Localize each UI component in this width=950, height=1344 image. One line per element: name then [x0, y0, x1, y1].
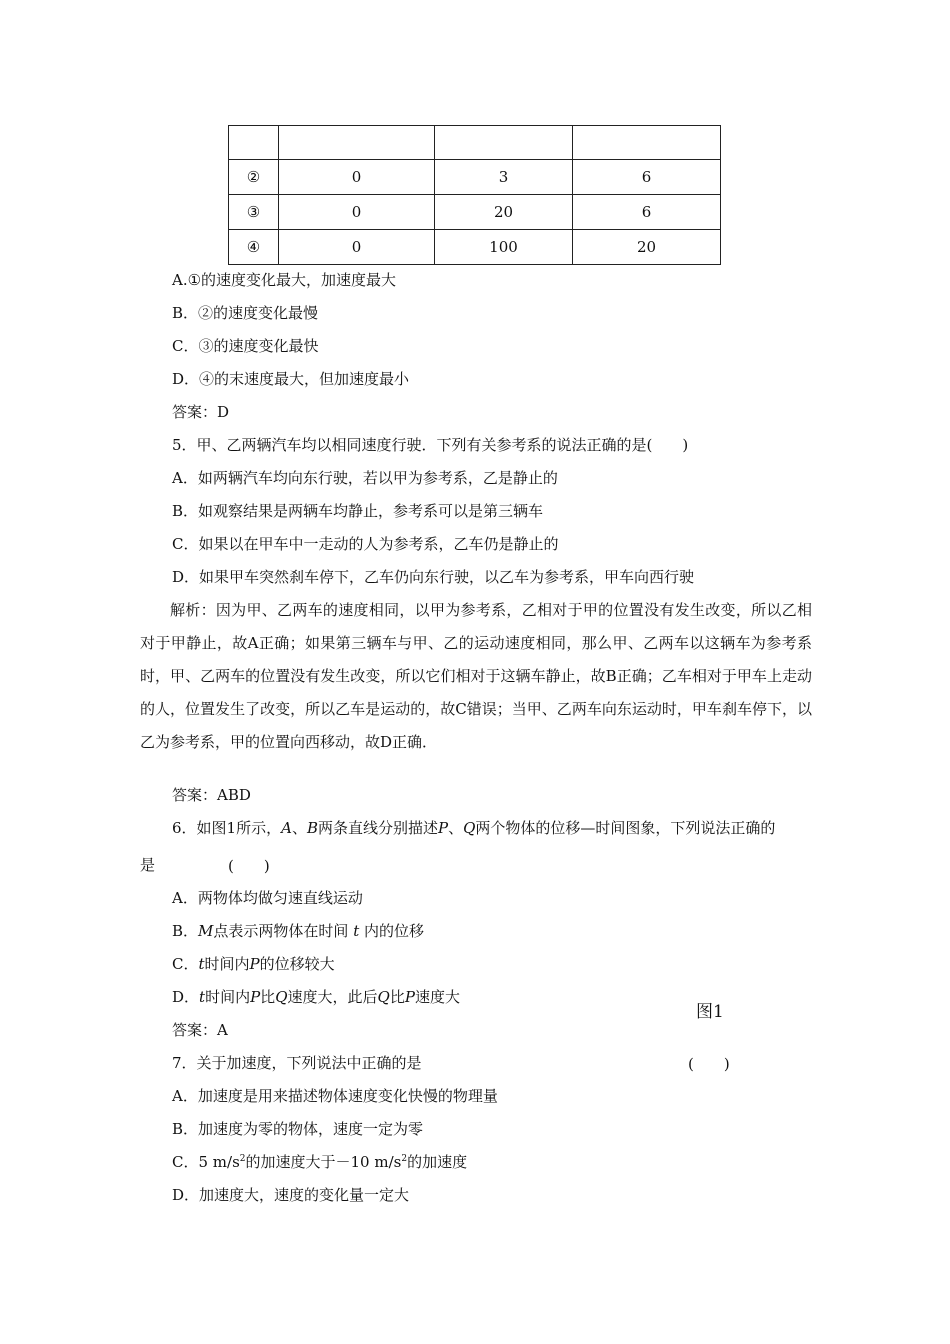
q6-var-t: t	[199, 988, 206, 1006]
table-cell: 20	[435, 195, 573, 230]
q7-exponent: 2	[239, 1154, 246, 1164]
table-cell	[435, 126, 573, 160]
q5-option-d: D．如果甲车突然刹车停下，乙车仍向东行驶，以乙车为参考系，甲车向西行驶	[172, 568, 695, 586]
q6-var-a: A	[281, 819, 292, 837]
q6-var-b: B	[306, 819, 318, 837]
table-cell: 0	[279, 195, 435, 230]
table-cell: 3	[435, 160, 573, 195]
q6-var-t: t	[353, 922, 360, 940]
q6-stem-part: 两个物体的位移—时间图象，下列说法正确的	[475, 819, 776, 837]
table-row	[229, 126, 721, 160]
q6-var-p: P	[250, 988, 261, 1006]
q6-var-q: Q	[377, 988, 390, 1006]
table-cell: 6	[573, 195, 721, 230]
q5-stem: 5．甲、乙两辆汽车均以相同速度行驶．下列有关参考系的说法正确的是( )	[172, 436, 689, 454]
table-cell: ③	[229, 195, 279, 230]
q6-option-a: A．两物体均做匀速直线运动	[172, 889, 363, 907]
q6-stem-part: 、	[448, 819, 464, 837]
q7-text: 的加速度	[407, 1153, 468, 1171]
q6-option-b	[172, 921, 424, 941]
q4-answer: 答案：D	[172, 403, 230, 421]
q7-text: C．5 m/s	[172, 1153, 240, 1171]
q7-answer-blank: ( )	[688, 1055, 730, 1073]
q6-stem-part: 两条直线分别描述	[317, 819, 438, 837]
q6-text: C．	[172, 955, 199, 973]
table-cell	[229, 126, 279, 160]
q6-var-p: P	[438, 819, 449, 837]
q6-text: 点表示两物体在时间	[213, 922, 349, 940]
table-cell	[279, 126, 435, 160]
q6-stem-line2: 是	[140, 856, 156, 874]
table-cell: ②	[229, 160, 279, 195]
table-row	[229, 230, 721, 265]
q6-text: 内的位移	[364, 922, 425, 940]
q5-option-b: B．如观察结果是两辆车均静止，参考系可以是第三辆车	[172, 502, 544, 520]
q4-option-b: B．②的速度变化最慢	[172, 304, 319, 322]
q7-option-d: D．加速度大，速度的变化量一定大	[172, 1186, 410, 1204]
table-row	[229, 160, 721, 195]
q6-text: D．	[172, 988, 200, 1006]
table-cell: 100	[435, 230, 573, 265]
q6-text: 比	[260, 988, 276, 1006]
q6-var-q: Q	[463, 819, 476, 837]
q6-var-q: Q	[275, 988, 288, 1006]
q6-answer: 答案：A	[172, 1021, 228, 1039]
q7-option-b: B．加速度为零的物体，速度一定为零	[172, 1120, 424, 1138]
q6-text: 的位移较大	[259, 955, 335, 973]
q5-option-a: A．如两辆汽车均向东行驶，若以甲为参考系，乙是静止的	[172, 469, 558, 487]
q6-var-t: t	[198, 955, 205, 973]
q6-text: 比	[389, 988, 405, 1006]
table-row	[229, 195, 721, 230]
q6-option-c	[172, 954, 335, 974]
q4-option-d: D．④的末速度最大，但加速度最小	[172, 370, 410, 388]
q6-text: B．	[172, 922, 199, 940]
table-cell: 0	[279, 230, 435, 265]
q4-option-a: A.①的速度变化最大，加速度最大	[172, 271, 397, 289]
data-table	[228, 125, 721, 265]
q7-stem: 7．关于加速度，下列说法中正确的是	[172, 1054, 422, 1072]
q6-var-p: P	[249, 955, 260, 973]
q6-text: 时间内	[204, 955, 250, 973]
table-cell	[573, 126, 721, 160]
q6-var-m: M	[198, 922, 214, 940]
q6-stem-part: 6．如图1所示，	[172, 819, 282, 837]
q6-answer-blank: ( )	[228, 857, 270, 875]
q6-text: 时间内	[205, 988, 251, 1006]
q5-option-c: C．如果以在甲车中一走动的人为参考系，乙车仍是静止的	[172, 535, 559, 553]
q6-var-p: P	[404, 988, 415, 1006]
q7-text: 的加速度大于－10 m/s	[245, 1153, 402, 1171]
table-cell: 0	[279, 160, 435, 195]
q7-option-c	[172, 1152, 467, 1172]
q6-stem	[172, 818, 775, 838]
table-cell: 20	[573, 230, 721, 265]
figure-label: 图1	[696, 1002, 724, 1022]
q5-analysis: 解析：因为甲、乙两车的速度相同，以甲为参考系，乙相对于甲的位置没有发生改变，所以乙相对于甲静止，故A正确；如果第三辆车与甲、乙的运动速度相同，那么甲、乙两车以这辆车为参考系时，甲、乙两车的位置没有发生改变，所以它们相对于这辆车静止，故B正确；乙车相对于甲车上走动的人，位置发生了改变，所以乙车是运动的，故C错误；当甲、乙两车向东运动时，甲车刹车停下，以乙为参考系，甲的位置向西移动，故D正确．	[140, 601, 812, 751]
table-cell: ④	[229, 230, 279, 265]
q6-text: 速度大，此后	[287, 988, 378, 1006]
q6-stem-part: 、	[291, 819, 307, 837]
q7-exponent: 2	[401, 1154, 408, 1164]
q6-text: 速度大	[414, 988, 460, 1006]
table-cell: 6	[573, 160, 721, 195]
q5-answer: 答案：ABD	[172, 786, 251, 804]
q6-option-d	[172, 987, 460, 1007]
q7-option-a: A．加速度是用来描述物体速度变化快慢的物理量	[172, 1087, 498, 1105]
q4-option-c: C．③的速度变化最快	[172, 337, 319, 355]
